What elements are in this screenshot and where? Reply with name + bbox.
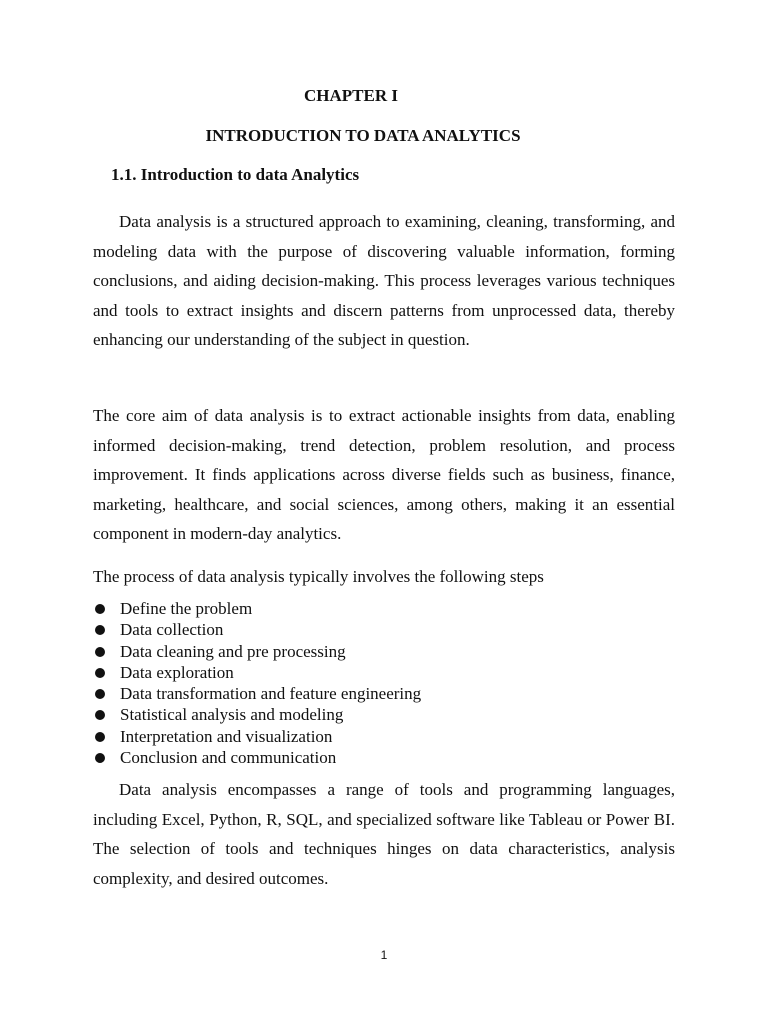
section-heading: 1.1. Introduction to data Analytics: [111, 165, 360, 184]
bullet-icon: [95, 625, 105, 635]
list-item-text: Data transformation and feature engineering: [120, 684, 422, 704]
list-item: [93, 704, 421, 725]
list-item-text: Define the problem: [120, 599, 253, 618]
chapter-title: INTRODUCTION TO DATA ANALYTICS: [205, 126, 521, 145]
bullet-icon: [95, 668, 105, 678]
list-item: [93, 747, 421, 768]
list-item-text: Data cleaning and pre processing: [120, 641, 346, 661]
list-item-text: Data collection: [120, 620, 224, 640]
bullet-icon: [95, 689, 105, 699]
list-item: [93, 641, 421, 662]
page-number: 1: [380, 948, 388, 962]
bullet-icon: [95, 732, 105, 742]
steps-intro: The process of data analysis typically involves the following steps: [93, 567, 544, 586]
body-paragraph-1: Data analysis is a structured approach to examining, cleaning, transforming, and modeling data with the purpose of discovering valuable information, forming conclusions, and aiding decision-making. This process leverages various techniques and tools to extract insights and discern patterns from unprocessed data, thereby enhancing our understanding of the subject in question.: [93, 212, 675, 349]
list-item-text: Interpretation and visualization: [120, 726, 333, 746]
bullet-icon: [95, 753, 105, 763]
list-item-text: Data exploration: [120, 662, 234, 682]
body-paragraph-2: The core aim of data analysis is to extract actionable insights from data, enabling informed decision-making, trend detection, problem resolution, and process improvement. It finds applications across diverse fields such as business, finance, marketing, healthcare, and social sciences, among others, making it an essential component in modern-day analytics.: [93, 406, 675, 543]
bullet-icon: [95, 710, 105, 720]
list-item: [93, 726, 421, 747]
bullet-icon: [95, 604, 105, 614]
list-item: [93, 619, 421, 640]
list-item: [93, 662, 421, 683]
chapter-label: CHAPTER I: [304, 86, 398, 105]
list-item: [93, 598, 421, 619]
list-item-text: Statistical analysis and modeling: [120, 705, 344, 725]
list-item-text: Conclusion and communication: [120, 748, 337, 768]
bullet-icon: [95, 647, 105, 657]
body-paragraph-3: Data analysis encompasses a range of tools and programming languages, including Excel, Python, R, SQL, and specialized software like Tableau or Power BI. The selection of tools and techniques hinges on data characteristics, analysis complexity, and desired outcomes.: [93, 780, 675, 888]
list-item: [93, 683, 421, 704]
steps-list: [93, 598, 421, 768]
